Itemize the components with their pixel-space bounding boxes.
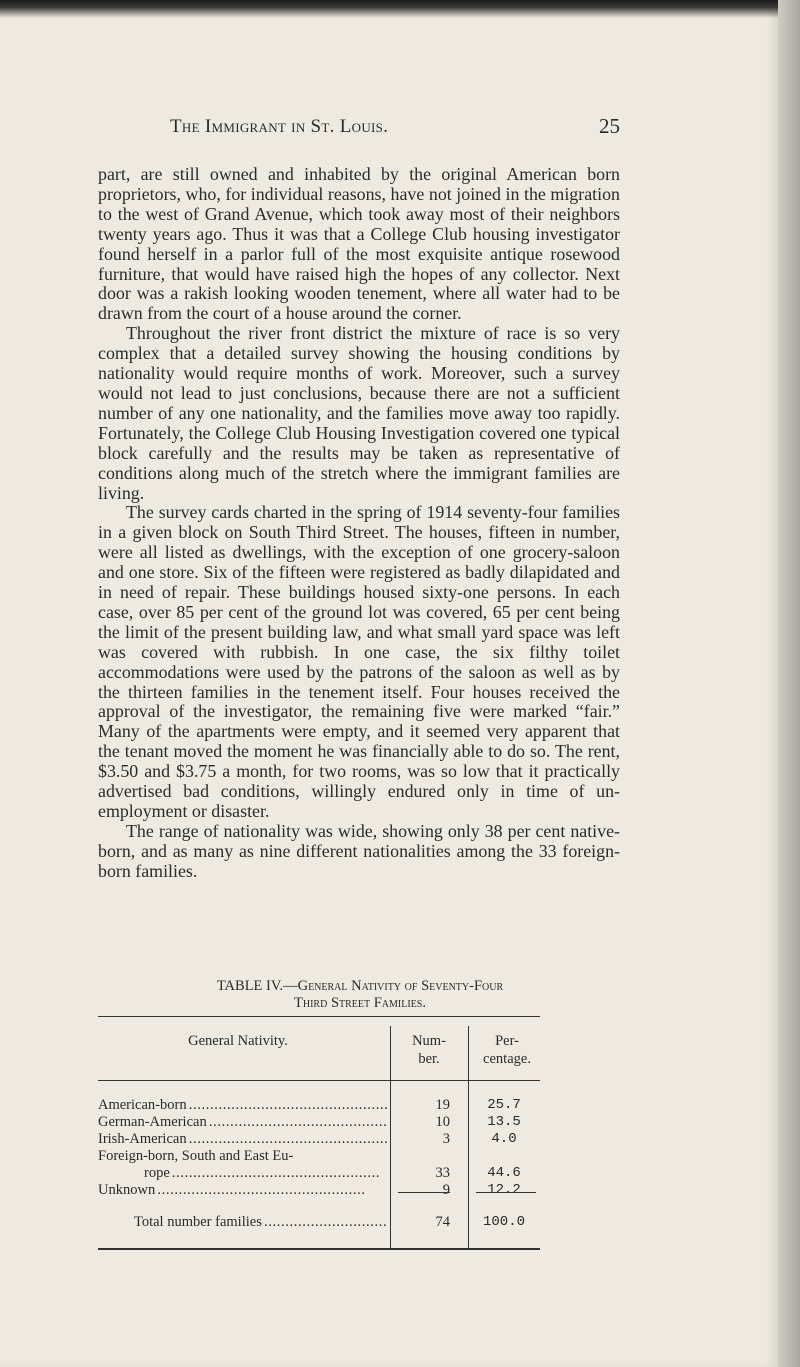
column-header-number — [398, 1032, 460, 1068]
table-number: TABLE IV.— — [216, 978, 298, 994]
row-percentage: 12.2 — [487, 1182, 521, 1198]
table-caption: General Nativity of Seventy-Four — [297, 978, 504, 994]
running-title: The Immigrant in St. Louis. — [170, 116, 389, 137]
table-title-line-2: Third Street Families. — [294, 995, 426, 1011]
nativity-table — [98, 1016, 540, 1252]
column-header-nativity: General Nativity. — [188, 1033, 288, 1049]
row-percentage: 4.0 — [491, 1131, 517, 1147]
row-label-continued: rope . . . — [144, 1164, 388, 1182]
paragraph-3: The survey cards charted in the spring of 1914 seventy-four families in a given block on South Third Street. The houses, fifteen in number, were all listed as dwellings, with the exception of one grocery-saloon and one store. Six of the fifteen were registered as badly dilapidated and in need of repair. These buildings housed sixty-one persons. In each case, over 85 per cent of the ground lot was covered, 65 per cent being the limit of the present building law, and what small yard space was left was covered with rubbish. In one case, the six filthy toilet accommodations were used by the patrons of the saloon as well as by the thirteen families in the tenement itself. Four houses received the approval of the investigator, the remaining five were marked “fair.” Many of the apartments were empty, and it seemed very apparent that the tenant moved the moment he was financially able to do so. The rent, $3.50 and $3.75 a month, for two rooms, was so low that it practically advertised bad conditions, willingly endured only in time of un-employment or disaster. — [98, 502, 620, 821]
total-rule — [398, 1192, 450, 1194]
table-title — [98, 978, 622, 1012]
row-number: 10 — [435, 1114, 450, 1130]
table-top-rule — [98, 1016, 540, 1017]
row-percentage: 44.6 — [487, 1165, 521, 1181]
row-number: 9 — [442, 1182, 450, 1198]
total-label: Total number families . . . — [134, 1213, 388, 1231]
row-label: American-born . . . — [98, 1096, 388, 1114]
row-percentage: 25.7 — [487, 1097, 521, 1113]
column-header-percentage — [474, 1032, 540, 1068]
paragraph-4: The range of nationality was wide, showing only 38 per cent native-born, and as many as nine different nationalities among the 33 foreign-born families. — [98, 820, 620, 881]
table-header-rule — [98, 1080, 540, 1081]
body-text — [98, 165, 620, 882]
total-rule — [476, 1192, 536, 1194]
row-number: 33 — [435, 1165, 450, 1181]
column-header-percentage-line-2: centage. — [483, 1051, 531, 1067]
page-top-shadow — [0, 0, 800, 18]
total-number: 74 — [435, 1214, 450, 1230]
row-label: German-American . . . — [98, 1113, 388, 1131]
row-percentage: 13.5 — [487, 1114, 521, 1130]
table-row — [98, 1181, 540, 1199]
page-number: 25 — [599, 114, 620, 138]
row-label: Unknown . . . — [98, 1181, 388, 1199]
page-edge — [778, 0, 800, 1367]
table-row — [98, 1113, 540, 1131]
table-title-line-1 — [98, 978, 622, 995]
row-number: 19 — [435, 1097, 450, 1113]
row-label: Foreign-born, South and East Eu- — [98, 1148, 294, 1164]
table-row — [98, 1164, 540, 1182]
column-header-number-line-1: Num- — [412, 1033, 446, 1049]
paragraph-2: Throughout the river front district the mixture of race is so very complex that a detailed survey showing the housing conditions by nationality would require months of work. Moreover, such a survey would not lead to just conclusions, because there are not a sufficient number of any one nationality, and the families move away too rapidly. Fortunately, the College Club Housing Investigation covered one typical block carefully and the results may be taken as representative of conditions along much of the stretch where the immigrant families are living. — [98, 323, 620, 503]
total-percentage: 100.0 — [482, 1214, 525, 1230]
row-number: 3 — [442, 1131, 450, 1147]
page-header — [98, 112, 622, 142]
table-row — [98, 1096, 540, 1114]
table-total-row — [98, 1213, 540, 1231]
paragraph-1: part, are still owned and inhabited by the original American born proprietors, who, for individual reasons, have not joined in the migration to the west of Grand Avenue, which took away most of their neighbors twenty years ago. Thus it was that a College Club housing investigator found herself in a parlor full of the most exquisite antique rosewood furniture, that would have raised high the hopes of any collector. Next door was a rakish looking wooden tenement, where all water had to be drawn from the court of a house around the corner. — [98, 164, 620, 324]
column-header-number-line-2: ber. — [418, 1051, 440, 1067]
row-label: Irish-American . . . — [98, 1130, 388, 1148]
table-row — [98, 1147, 540, 1165]
table-row — [98, 1130, 540, 1148]
table-bottom-rule — [98, 1248, 540, 1250]
column-header-percentage-line-1: Per- — [495, 1033, 519, 1049]
